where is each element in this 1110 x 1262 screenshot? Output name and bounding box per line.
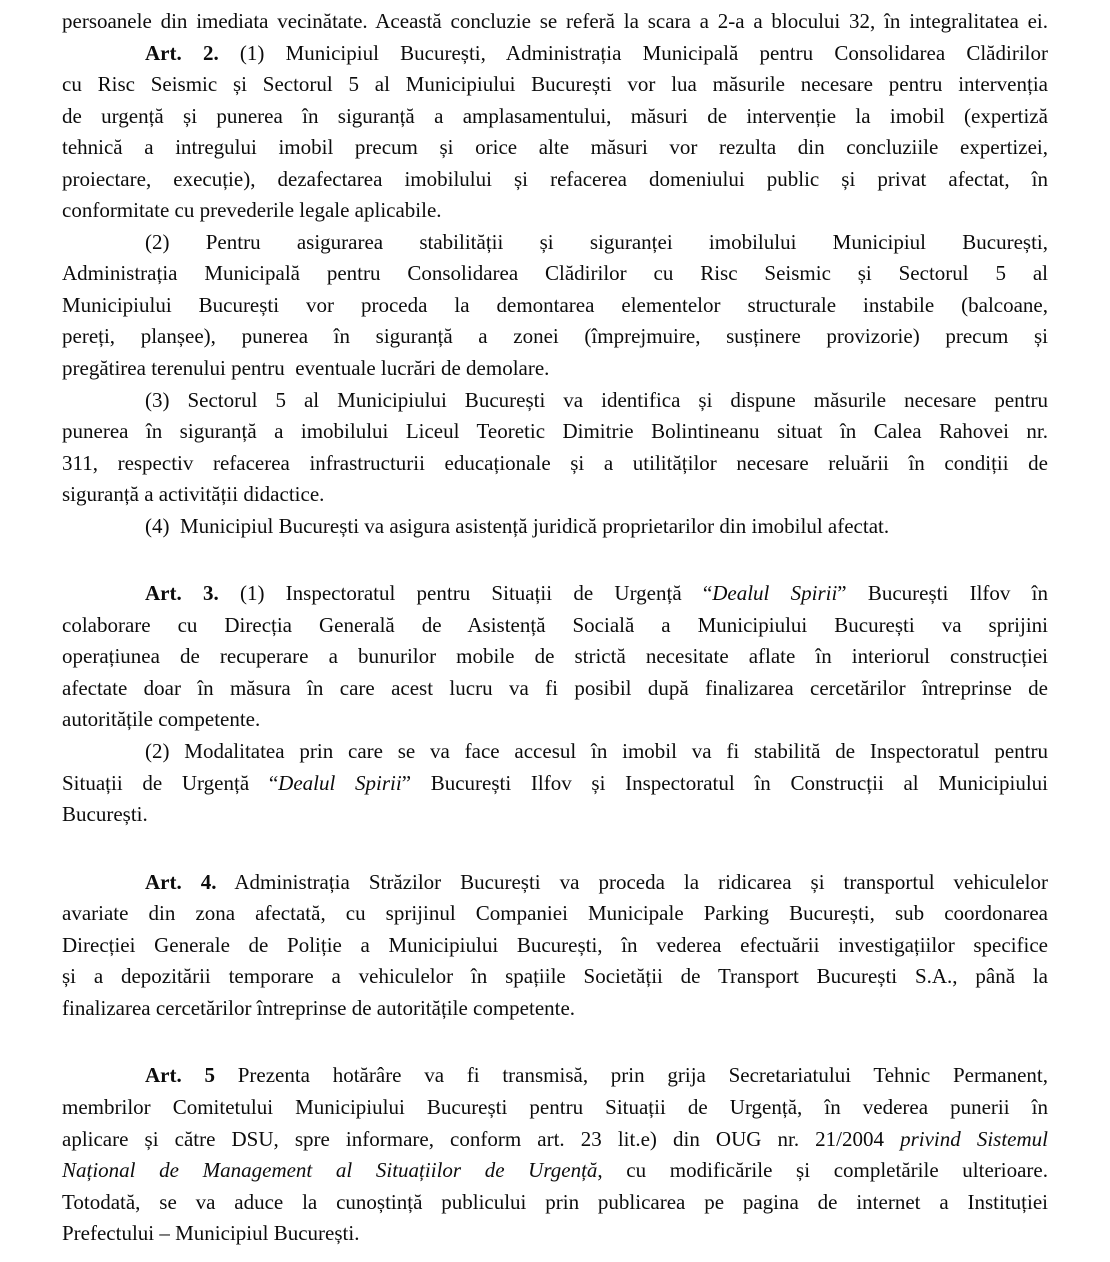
text-line — [62, 385, 1048, 417]
art-3-para-1 — [62, 578, 1048, 736]
text-run: Prezenta hotărâre va fi transmisă, prin grija Secretariatului Tehnic Permanent, — [214, 1063, 1049, 1088]
text-run: ” București Ilfov și Inspectoratul în Construcții al Municipiului — [401, 770, 1048, 795]
text-run: persoanele din imediata vecinătate. Această concluzie se referă la scara a 2-a a blocului 32, în integralitatea ei. — [62, 9, 1048, 33]
text-line — [62, 164, 1048, 196]
text-run: afectate doar în măsura în care acest lucru va fi posibil după finalizarea cercetărilor întreprinse de — [62, 675, 1048, 700]
text-run: (2) Pentru asigurarea stabilității și siguranței imobilului Municipiul București, — [145, 229, 1048, 254]
text-line — [62, 930, 1048, 962]
text-run: București. — [62, 802, 148, 827]
text-run: Municipiului București vor proceda la demontarea elementelor structurale instabile (balcoane, — [62, 292, 1048, 317]
text-run: siguranță a activității didactice. — [62, 482, 325, 507]
text-run: proiectare, execuție), dezafectarea imobilului și refacerea domeniului public și privat afectat, în — [62, 166, 1048, 191]
text-line — [62, 610, 1048, 642]
text-line — [62, 195, 1048, 227]
text-run: Totodată, se va aduce la cunoștință publicului prin publicarea pe pagina de internet a Instituției — [62, 1189, 1048, 1214]
text-run: 311, respectiv refacerea infrastructurii educaționale și a utilităților necesare reluării în condiții de — [62, 450, 1048, 475]
text-line — [62, 132, 1048, 164]
article-label: Art. 3. — [145, 581, 219, 606]
italic-phrase: privind Sistemul — [900, 1126, 1049, 1151]
text-run: (4) Municipiul București va asigura asistență juridică proprietarilor din imobilul afectat. — [145, 513, 890, 538]
text-line — [62, 867, 1048, 899]
art-3-para-2 — [62, 736, 1048, 831]
text-run: și a depozitării temporare a vehiculelor în spațiile Societății de Transport București S.A., până la — [62, 964, 1048, 989]
text-line — [62, 1187, 1048, 1219]
text-run: tehnică a intregului imobil precum și orice alte măsuri vor rezulta din concluziile expertizei, — [62, 135, 1048, 160]
text-run: autoritățile competente. — [62, 707, 261, 732]
text-line — [62, 290, 1048, 322]
text-line — [62, 448, 1048, 480]
text-line — [62, 511, 1048, 543]
text-line — [62, 961, 1048, 993]
text-line — [62, 704, 1048, 736]
text-run: punerea în siguranță a imobilului Liceul Teoretic Dimitrie Bolintineanu situat în Calea Rahovei nr. — [62, 419, 1048, 444]
text-line — [62, 799, 1048, 831]
document-body — [62, 6, 1048, 1250]
text-line — [62, 101, 1048, 133]
art-5-para — [62, 1060, 1048, 1249]
text-line — [62, 898, 1048, 930]
text-run: conformitate cu prevederile legale aplicabile. — [62, 198, 442, 223]
art-2-para-4 — [62, 511, 1048, 543]
text-line — [62, 479, 1048, 511]
article-label: Art. 2. — [145, 40, 219, 65]
italic-phrase: Dealul Spirii — [278, 770, 402, 795]
text-line — [62, 6, 1048, 38]
art-2-para-3 — [62, 385, 1048, 511]
text-run: cu Risc Seismic și Sectorul 5 al Municipiului București vor lua măsurile necesare pentru intervenția — [62, 72, 1048, 97]
text-line — [62, 1060, 1048, 1092]
italic-phrase: Național de Management al Situațiilor de Urgență — [62, 1158, 598, 1183]
text-line — [62, 1155, 1048, 1187]
text-line — [62, 38, 1048, 70]
text-line — [62, 321, 1048, 353]
text-line — [62, 258, 1048, 290]
text-run: ” București Ilfov în — [837, 581, 1048, 606]
article-label: Art. 5 — [145, 1063, 215, 1088]
art-2-para-2 — [62, 227, 1048, 385]
text-run: Administrația Străzilor București va proceda la ridicarea și transportul vehiculelor — [216, 869, 1049, 894]
text-run: colaborare cu Direcția Generală de Asistență Socială a Municipiului București va sprijini — [62, 612, 1048, 637]
text-line — [62, 416, 1048, 448]
text-line — [62, 353, 1048, 385]
text-run: (1) Municipiul București, Administrația Municipală pentru Consolidarea Clădirilor — [218, 40, 1048, 65]
text-run: Administrația Municipală pentru Consolidarea Clădirilor cu Risc Seismic și Sectorul 5 al — [62, 261, 1048, 286]
text-run: avariate din zona afectată, cu sprijinul Companiei Municipale Parking București, sub coordonarea — [62, 901, 1048, 926]
text-run: Situații de Urgență “ — [62, 770, 279, 795]
text-line — [62, 673, 1048, 705]
text-run: finalizarea cercetărilor întreprinse de autoritățile competente. — [62, 995, 576, 1020]
article-label: Art. 4. — [145, 869, 217, 894]
italic-phrase: Dealul Spirii — [712, 581, 838, 606]
text-run: aplicare și către DSU, spre informare, conform art. 23 lit.e) din OUG nr. 21/2004 — [62, 1126, 901, 1151]
text-run: (3) Sectorul 5 al Municipiului București va identifica și dispune măsurile necesare pentru — [145, 387, 1048, 412]
text-run: Prefectului – Municipiul București. — [62, 1221, 360, 1246]
text-line — [62, 1092, 1048, 1124]
text-line — [62, 641, 1048, 673]
text-run: Direcției Generale de Poliție a Municipiului București, în vederea efectuării investigațiilor specifice — [62, 932, 1048, 957]
text-line — [62, 69, 1048, 101]
text-line — [62, 993, 1048, 1025]
text-line — [62, 736, 1048, 768]
art-4-para — [62, 867, 1048, 1025]
text-line — [62, 1124, 1048, 1156]
text-line — [62, 227, 1048, 259]
text-line — [62, 1218, 1048, 1250]
text-run: pregătirea terenului pentru eventuale lucrări de demolare. — [62, 356, 550, 381]
text-run: membrilor Comitetului Municipiului București pentru Situații de Urgență, în vederea punerii în — [62, 1094, 1048, 1119]
text-run: operațiunea de recuperare a bunurilor mobile de strictă necesitate aflate în interiorul construcției — [62, 644, 1048, 669]
text-run: (2) Modalitatea prin care se va face accesul în imobil va fi stabilită de Inspectoratul pentru — [145, 739, 1048, 764]
text-line — [62, 578, 1048, 610]
text-line — [62, 768, 1048, 800]
continuation-paragraph — [62, 6, 1048, 38]
text-run: , cu modificările și completările ulterioare. — [597, 1158, 1048, 1183]
art-2-para-1 — [62, 38, 1048, 227]
text-run: de urgență și punerea în siguranță a amplasamentului, măsuri de intervenție la imobil (expertiză — [62, 103, 1048, 128]
text-run: (1) Inspectoratul pentru Situații de Urgență “ — [218, 581, 713, 606]
text-run: pereți, planșee), punerea în siguranță a zonei (împrejmuire, susținere provizorie) precum și — [62, 324, 1048, 349]
